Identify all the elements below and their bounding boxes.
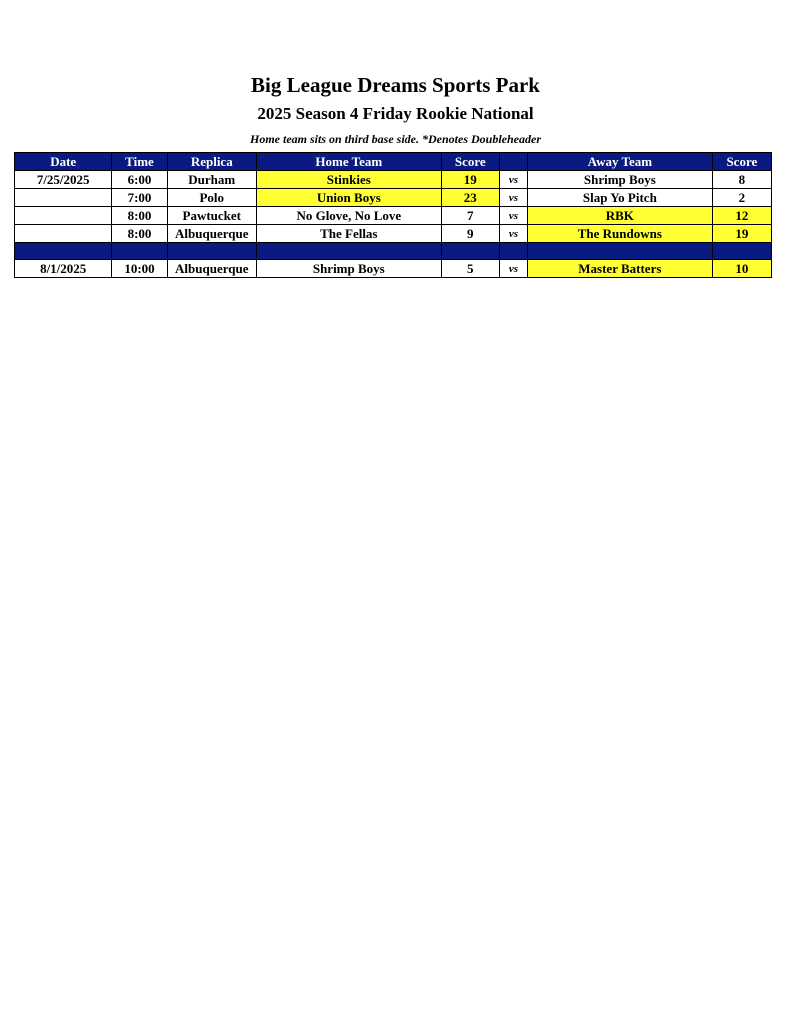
column-header-replica: Replica bbox=[167, 153, 256, 171]
cell-away-score: 2 bbox=[712, 189, 771, 207]
cell-date: 8/1/2025 bbox=[15, 260, 112, 278]
cell-vs: vs bbox=[499, 171, 527, 189]
column-header-vs bbox=[499, 153, 527, 171]
column-header-time: Time bbox=[112, 153, 167, 171]
table-row bbox=[15, 260, 772, 278]
cell-time: 6:00 bbox=[112, 171, 167, 189]
cell-time: 8:00 bbox=[112, 207, 167, 225]
cell-away-score: 12 bbox=[712, 207, 771, 225]
table-row bbox=[15, 189, 772, 207]
page-subtitle: 2025 Season 4 Friday Rookie National bbox=[257, 104, 534, 123]
cell-date bbox=[15, 189, 112, 207]
cell-time: 8:00 bbox=[112, 225, 167, 243]
cell-time: 10:00 bbox=[112, 260, 167, 278]
cell-away-score: 8 bbox=[712, 171, 771, 189]
cell-away-score: 10 bbox=[712, 260, 771, 278]
cell-home-team: Shrimp Boys bbox=[256, 260, 441, 278]
cell-vs: vs bbox=[499, 225, 527, 243]
cell-away-team: Shrimp Boys bbox=[527, 171, 712, 189]
cell-home-score: 5 bbox=[441, 260, 499, 278]
cell-home-team: Union Boys bbox=[256, 189, 441, 207]
schedule-note: Home team sits on third base side. *Denotes Doubleheader bbox=[250, 132, 541, 146]
cell-home-team: The Fellas bbox=[256, 225, 441, 243]
cell-home-score: 7 bbox=[441, 207, 499, 225]
cell-away-score: 19 bbox=[712, 225, 771, 243]
cell-time: 7:00 bbox=[112, 189, 167, 207]
cell-away-team: Slap Yo Pitch bbox=[527, 189, 712, 207]
cell-date: 7/25/2025 bbox=[15, 171, 112, 189]
column-header-date: Date bbox=[15, 153, 112, 171]
column-header-home-team: Home Team bbox=[256, 153, 441, 171]
cell-home-team: No Glove, No Love bbox=[256, 207, 441, 225]
separator-cell bbox=[112, 243, 167, 260]
cell-vs: vs bbox=[499, 189, 527, 207]
cell-vs: vs bbox=[499, 260, 527, 278]
table-row bbox=[15, 171, 772, 189]
separator-cell bbox=[167, 243, 256, 260]
separator-cell bbox=[15, 243, 112, 260]
separator-cell bbox=[527, 243, 712, 260]
table-row bbox=[15, 225, 772, 243]
page-title: Big League Dreams Sports Park bbox=[251, 73, 540, 97]
cell-home-score: 23 bbox=[441, 189, 499, 207]
schedule-table bbox=[14, 152, 772, 278]
cell-date bbox=[15, 225, 112, 243]
cell-replica: Pawtucket bbox=[167, 207, 256, 225]
cell-home-team: Stinkies bbox=[256, 171, 441, 189]
cell-home-score: 9 bbox=[441, 225, 499, 243]
separator-cell bbox=[256, 243, 441, 260]
cell-replica: Durham bbox=[167, 171, 256, 189]
cell-replica: Polo bbox=[167, 189, 256, 207]
cell-home-score: 19 bbox=[441, 171, 499, 189]
cell-replica: Albuquerque bbox=[167, 225, 256, 243]
column-header-away-team: Away Team bbox=[527, 153, 712, 171]
cell-vs: vs bbox=[499, 207, 527, 225]
table-row bbox=[15, 207, 772, 225]
cell-away-team: RBK bbox=[527, 207, 712, 225]
separator-row bbox=[15, 243, 772, 260]
table-header-row bbox=[15, 153, 772, 171]
separator-cell bbox=[712, 243, 771, 260]
column-header-home-score: Score bbox=[441, 153, 499, 171]
cell-away-team: Master Batters bbox=[527, 260, 712, 278]
cell-away-team: The Rundowns bbox=[527, 225, 712, 243]
column-header-away-score: Score bbox=[712, 153, 771, 171]
cell-replica: Albuquerque bbox=[167, 260, 256, 278]
separator-cell bbox=[499, 243, 527, 260]
cell-date bbox=[15, 207, 112, 225]
separator-cell bbox=[441, 243, 499, 260]
